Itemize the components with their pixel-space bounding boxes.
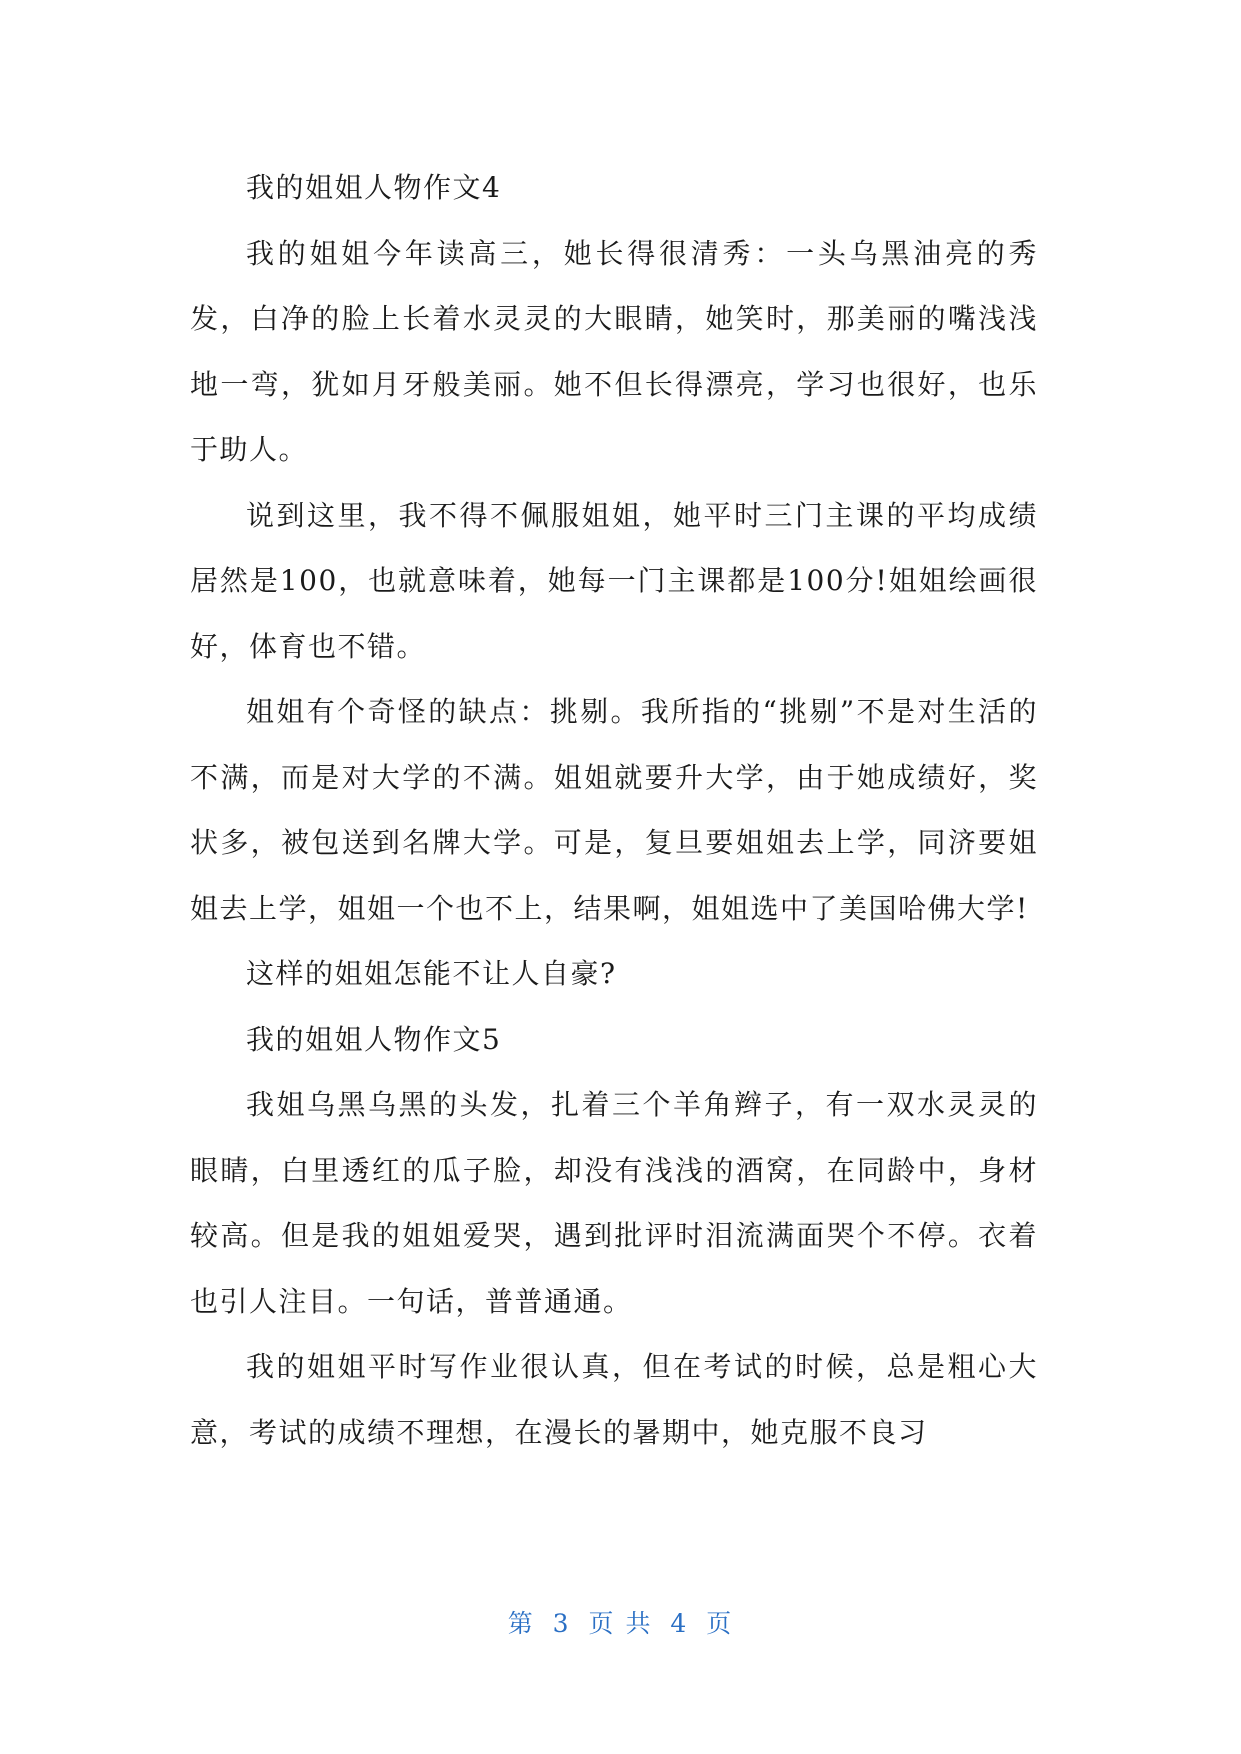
document-body	[190, 155, 1038, 1465]
paragraph-1: 我的姐姐今年读高三，她长得很清秀：一头乌黑油亮的秀发，白净的脸上长着水灵灵的大眼睛，她笑时，那美丽的嘴浅浅地一弯，犹如月牙般美丽。她不但长得漂亮，学习也很好，也乐于助人。	[190, 236, 1038, 466]
paragraph-2: 说到这里，我不得不佩服姐姐，她平时三门主课的平均成绩居然是100，也就意味着，她每一门主课都是100分!姐姐绘画很好，体育也不错。	[190, 498, 1038, 663]
paragraph-4: 这样的姐姐怎能不让人自豪?	[246, 957, 617, 990]
essay-heading-5: 我的姐姐人物作文5	[246, 1022, 502, 1056]
footer-middle: 页 共	[588, 1609, 653, 1638]
footer-total-pages: 4	[670, 1609, 689, 1638]
page-footer	[0, 1604, 1241, 1640]
paragraph-6: 我的姐姐平时写作业很认真，但在考试的时候，总是粗心大意，考试的成绩不理想，在漫长的暑期中，她克服不良习	[190, 1350, 1038, 1449]
paragraph-5: 我姐乌黑乌黑的头发，扎着三个羊角辫子，有一双水灵灵的眼睛，白里透红的瓜子脸，却没有浅浅的酒窝，在同龄中，身材较高。但是我的姐姐爱哭，遇到批评时泪流满面哭个不停。衣着也引人注目。一句话，普普通通。	[190, 1088, 1038, 1318]
footer-prefix: 第	[507, 1609, 535, 1638]
essay-heading-4: 我的姐姐人物作文4	[246, 171, 502, 204]
footer-suffix: 页	[706, 1609, 734, 1638]
paragraph-3: 姐姐有个奇怪的缺点：挑剔。我所指的“挑剔”不是对生活的不满，而是对大学的不满。姐姐就要升大学，由于她成绩好，奖状多，被包送到名牌大学。可是，复旦要姐姐去上学，同济要姐姐去上学，姐姐一个也不上，结果啊，姐姐选中了美国哈佛大学!	[190, 695, 1038, 925]
footer-current-page: 3	[552, 1609, 571, 1638]
